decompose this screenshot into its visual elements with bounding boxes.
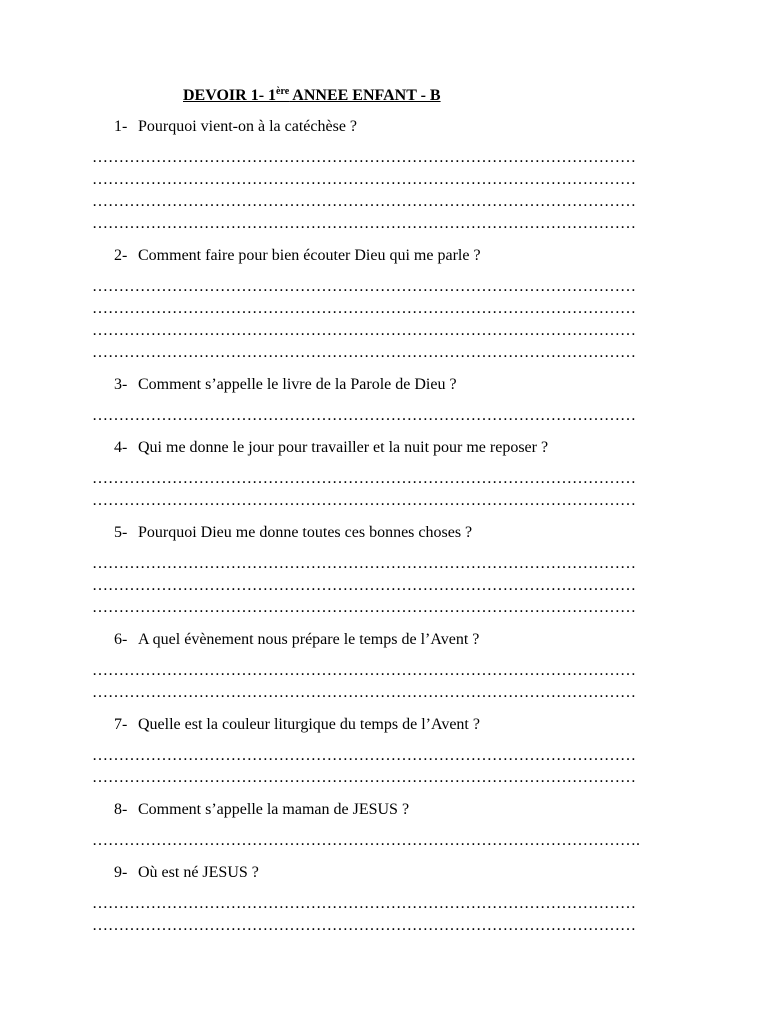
answer-dotted-line: ………………………………………………………………………………………… [92, 171, 636, 188]
question-text: Pourquoi Dieu me donne toutes ces bonnes choses ? [138, 524, 473, 541]
answer-dotted-line: ………………………………………………………………………………………… [92, 193, 636, 210]
title-superscript: ère [276, 86, 290, 97]
answer-dotted-line: ………………………………………………………………………………………… [92, 555, 636, 572]
answer-dotted-line: ………………………………………………………………………………………… [92, 300, 636, 317]
question-text: Où est né JESUS ? [138, 864, 259, 881]
question-block [92, 799, 692, 852]
answer-dotted-line: …………………………………………………………………………………………. [92, 832, 640, 849]
question-text: A quel évènement nous prépare le temps de l’Avent ? [138, 631, 480, 648]
question-line [92, 116, 692, 138]
question-number: 3- [114, 376, 128, 393]
question-number: 2- [114, 247, 128, 264]
question-number: 7- [114, 716, 128, 733]
question-list [92, 116, 692, 947]
question-number: 6- [114, 631, 128, 648]
question-number: 9- [114, 864, 128, 881]
question-text: Qui me donne le jour pour travailler et la nuit pour me reposer ? [138, 439, 549, 456]
title-prefix: DEVOIR 1- 1 [183, 87, 277, 104]
question-line [92, 522, 692, 544]
answer-area [92, 660, 692, 704]
question-text: Quelle est la couleur liturgique du temps de l’Avent ? [138, 716, 480, 733]
answer-area [92, 893, 692, 937]
answer-dotted-line: ………………………………………………………………………………………… [92, 407, 636, 424]
answer-dotted-line: ………………………………………………………………………………………… [92, 917, 636, 934]
question-text: Comment s’appelle la maman de JESUS ? [138, 801, 410, 818]
answer-dotted-line: ………………………………………………………………………………………… [92, 278, 636, 295]
question-block [92, 437, 692, 512]
answer-dotted-line: ………………………………………………………………………………………… [92, 492, 636, 509]
question-block [92, 629, 692, 704]
question-text: Pourquoi vient-on à la catéchèse ? [138, 118, 358, 135]
question-number: 4- [114, 439, 128, 456]
question-line [92, 437, 692, 459]
answer-dotted-line: ………………………………………………………………………………………… [92, 895, 636, 912]
question-number: 1- [114, 118, 128, 135]
answer-area [92, 405, 692, 427]
question-block [92, 374, 692, 427]
answer-dotted-line: ………………………………………………………………………………………… [92, 747, 636, 764]
answer-area [92, 276, 692, 364]
answer-area [92, 745, 692, 789]
answer-dotted-line: ………………………………………………………………………………………… [92, 470, 636, 487]
answer-area [92, 830, 692, 852]
question-block [92, 862, 692, 937]
question-block [92, 245, 692, 364]
answer-dotted-line: ………………………………………………………………………………………… [92, 769, 636, 786]
question-line [92, 629, 692, 651]
answer-dotted-line: ………………………………………………………………………………………… [92, 577, 636, 594]
question-number: 8- [114, 801, 128, 818]
question-block [92, 116, 692, 235]
question-text: Comment s’appelle le livre de la Parole de Dieu ? [138, 376, 457, 393]
question-line [92, 374, 692, 396]
question-text: Comment faire pour bien écouter Dieu qui me parle ? [138, 247, 481, 264]
title-suffix: ANNEE ENFANT - B [289, 87, 441, 104]
answer-dotted-line: ………………………………………………………………………………………… [92, 215, 636, 232]
answer-dotted-line: ………………………………………………………………………………………… [92, 149, 636, 166]
question-line [92, 714, 692, 736]
answer-dotted-line: ………………………………………………………………………………………… [92, 344, 636, 361]
answer-dotted-line: ………………………………………………………………………………………… [92, 599, 636, 616]
question-number: 5- [114, 524, 128, 541]
answer-area [92, 147, 692, 235]
answer-dotted-line: ………………………………………………………………………………………… [92, 322, 636, 339]
answer-dotted-line: ………………………………………………………………………………………… [92, 684, 636, 701]
page-title [183, 86, 441, 106]
question-block [92, 522, 692, 619]
answer-dotted-line: ………………………………………………………………………………………… [92, 662, 636, 679]
answer-area [92, 468, 692, 512]
question-line [92, 799, 692, 821]
question-block [92, 714, 692, 789]
question-line [92, 245, 692, 267]
question-line [92, 862, 692, 884]
answer-area [92, 553, 692, 619]
